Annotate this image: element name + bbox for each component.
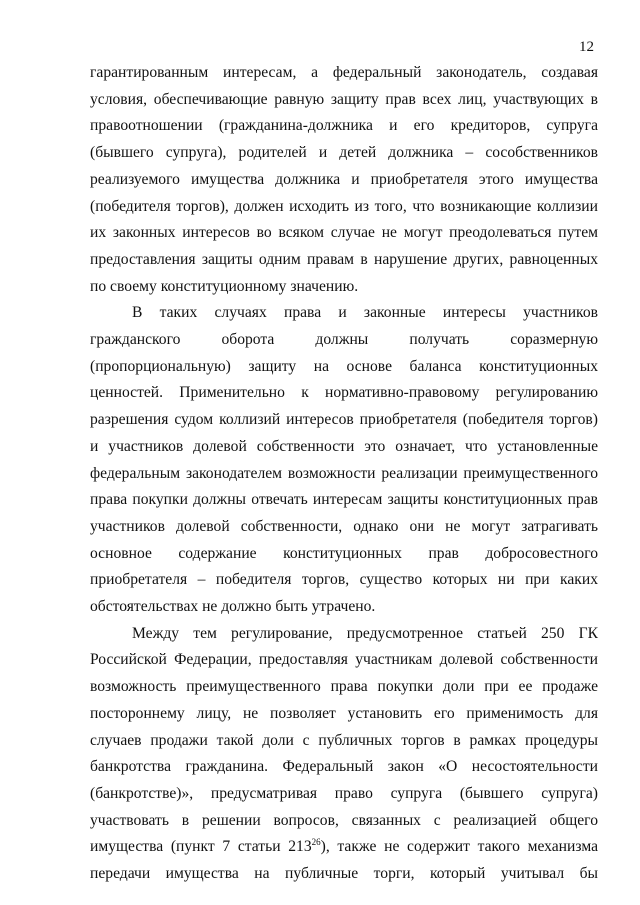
text-line: (пропорциональную) защиту на основе баланса конституционных	[90, 357, 598, 375]
paragraph-3	[90, 621, 598, 888]
text-line: права покупки должны отвечать интересам защиты конституционных прав	[90, 491, 598, 509]
text-line: В таких случаях права и законные интересы участников	[132, 304, 598, 322]
text-line: по своему конституционному значению.	[90, 277, 359, 295]
paragraph-1	[90, 60, 598, 300]
footnote-line-before: имущества (пункт 7 статьи 213	[90, 838, 312, 856]
text-line: обстоятельствах не должно быть утрачено.	[90, 598, 376, 616]
text-line: участников долевой собственности, однако они не могут затрагивать	[90, 517, 598, 535]
text-line: реализуемого имущества должника и приобретателя этого имущества	[90, 170, 598, 188]
text-line: гарантированным интересам, а федеральный законодатель, создавая	[90, 64, 598, 81]
paragraph-2	[90, 300, 598, 620]
text-line: условия, обеспечивающие равную защиту прав всех лиц, участвующих в	[90, 90, 598, 108]
text-line: (банкротстве)», предусматривая право супруга (бывшего супруга)	[90, 784, 598, 802]
text-line: правоотношении (гражданина-должника и его кредиторов, супруга	[90, 117, 598, 135]
text-line: разрешения судом коллизий интересов приобретателя (победителя торгов)	[90, 411, 598, 429]
text-line: возможность преимущественного права покупки доли при ее продаже	[90, 678, 598, 696]
text-line: передачи имущества на публичные торги, который учитывал бы	[90, 865, 598, 883]
text-line: приобретателя – победителя торгов, существо которых ни при каких	[90, 571, 598, 589]
text-line-with-footnote	[90, 834, 598, 861]
text-line: федеральным законодателем возможности реализации преимущественного	[90, 464, 598, 482]
text-line: (бывшего супруга), родителей и детей должника – сособственников	[90, 144, 598, 162]
footnote-line-after: ), также не содержит такого механизма	[320, 838, 598, 856]
document-body	[90, 60, 598, 888]
text-line: гражданского оборота должны получать соразмерную	[90, 331, 598, 349]
text-line: банкротства гражданина. Федеральный закон «О несостоятельности	[90, 758, 598, 776]
text-line: Между тем регулирование, предусмотренное статьей 250 ГК	[132, 624, 598, 642]
text-line: случаев продажи такой доли с публичных торгов в рамках процедуры	[90, 731, 598, 749]
text-line: (победителя торгов), должен исходить из того, что возникающие коллизии	[90, 197, 598, 215]
text-line: основное содержание конституционных прав добросовестного	[90, 544, 598, 562]
footnote-reference[interactable]: 26	[311, 837, 321, 848]
text-line: ценностей. Применительно к нормативно-правовому регулированию	[90, 384, 598, 402]
text-line: и участников долевой собственности это означает, что установленные	[90, 437, 598, 455]
text-line: постороннему лицу, не позволяет установить его применимость для	[90, 704, 598, 722]
text-line: их законных интересов во всяком случае не могут преодолеваться путем	[90, 224, 598, 242]
text-line: участвовать в решении вопросов, связанных с реализацией общего	[90, 811, 598, 829]
text-line: Российской Федерации, предоставляя участникам долевой собственности	[90, 651, 598, 669]
page-number: 12	[579, 39, 594, 55]
text-line: предоставления защиты одним правам в нарушение других, равноценных	[90, 250, 598, 268]
